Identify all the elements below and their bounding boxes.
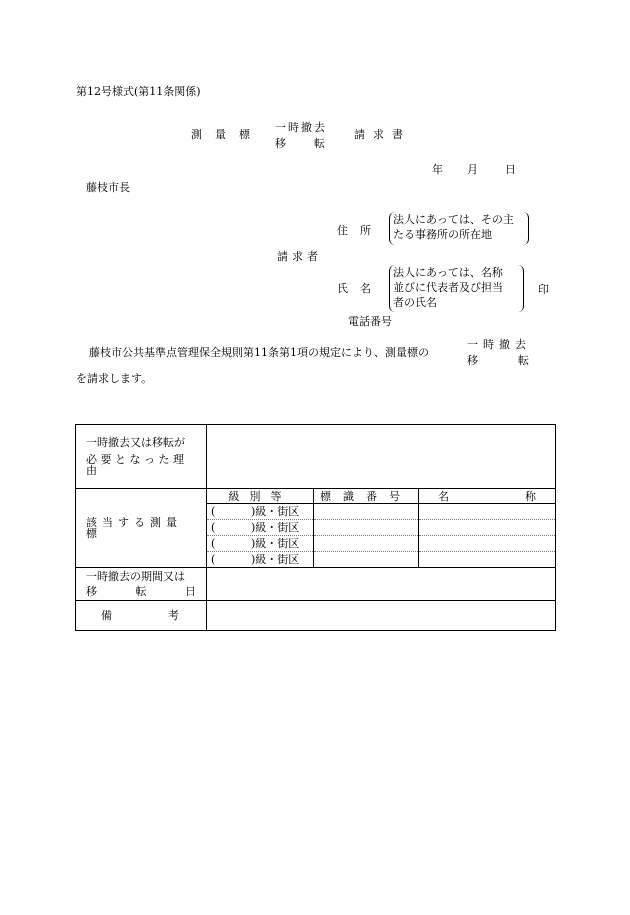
grade-field[interactable] [207, 520, 314, 536]
reason-label-line: 必要となった理由 [86, 453, 188, 477]
address-note-line: たる事務所の所在地 [393, 228, 492, 241]
remarks-label-right: 考 [168, 609, 179, 622]
survey-grid [207, 489, 556, 568]
grade-open-paren: ( [211, 505, 216, 518]
date-year: 年 [432, 163, 443, 176]
col-name-header [419, 489, 556, 504]
grade-open-paren: ( [211, 521, 216, 534]
grade-field[interactable] [207, 536, 314, 552]
request-table [75, 424, 556, 631]
body-text: 藤枝市公共基準点管理保全規則第11条第1項の規定により、測量標の [89, 346, 429, 359]
address-label: 住所 [337, 224, 383, 237]
name-field[interactable] [419, 504, 556, 520]
survey-item-row [207, 536, 555, 552]
body-ending: を請求します。 [76, 372, 153, 385]
applicant-label: 請求者 [277, 250, 322, 263]
reason-label [76, 425, 207, 489]
address-note-line: 法人にあっては、その主 [393, 213, 514, 226]
period-label-line: 一時撤去の期間又は [86, 570, 185, 583]
reason-label-line: 一時撤去又は移転が [86, 436, 185, 449]
remarks-row [76, 601, 556, 631]
grade-suffix: )級・街区 [251, 537, 300, 550]
grade-suffix: )級・街区 [251, 553, 300, 566]
col-mark-header: 標識番号 [314, 489, 419, 504]
period-label-left: 移 [86, 585, 97, 598]
mark-number-field[interactable] [314, 504, 419, 520]
remarks-field[interactable] [207, 601, 556, 631]
name-label: 氏名 [337, 282, 383, 295]
survey-header-row [207, 489, 555, 504]
period-label-mid: 転 [135, 585, 147, 598]
col-name-right: 称 [525, 489, 536, 503]
reason-row [76, 425, 556, 489]
form-number: 第12号様式(第11条関係) [76, 85, 201, 98]
period-label-line [86, 586, 196, 597]
survey-inner-table [207, 489, 555, 567]
period-row [76, 568, 556, 601]
mark-number-field[interactable] [314, 536, 419, 552]
mark-number-field[interactable] [314, 520, 419, 536]
name-field[interactable] [419, 520, 556, 536]
body-option-relocation: 移転 [467, 354, 569, 367]
mark-number-field[interactable] [314, 552, 419, 568]
col-grade-header: 級別等 [207, 489, 314, 504]
date-month: 月 [467, 163, 478, 176]
name-field[interactable] [419, 552, 556, 568]
grade-open-paren: ( [211, 553, 216, 566]
addressee: 藤枝市長 [86, 181, 130, 194]
survey-label [76, 489, 207, 568]
grade-suffix: )級・街区 [251, 505, 300, 518]
name-field[interactable] [419, 536, 556, 552]
seal-mark: 印 [538, 283, 549, 296]
title-option-removal: 一時撤去 [275, 121, 327, 134]
date-day: 日 [505, 163, 516, 176]
survey-row [76, 489, 556, 568]
title-option-relocation: 移転 [275, 137, 353, 150]
title-measure: 測量標 [191, 128, 263, 141]
remarks-label-left: 備 [101, 609, 112, 622]
survey-item-row [207, 504, 555, 520]
grade-field[interactable] [207, 552, 314, 568]
grade-field[interactable] [207, 504, 314, 520]
name-note [389, 265, 524, 312]
col-name-left: 名 [438, 489, 449, 503]
reason-field[interactable] [207, 425, 556, 489]
grade-suffix: )級・街区 [251, 521, 300, 534]
name-note-line: 並びに代表者及び担当 [393, 281, 503, 294]
name-note-line: 者の氏名 [393, 296, 437, 309]
period-field[interactable] [207, 568, 556, 601]
period-label-right: 日 [185, 585, 196, 598]
title-request: 請求書 [354, 128, 411, 141]
survey-item-row [207, 552, 555, 568]
name-note-line: 法人にあっては、名称 [393, 266, 503, 279]
survey-label-text: 該当する測量標 [86, 516, 182, 540]
remarks-label [76, 601, 207, 631]
phone-label: 電話番号 [348, 315, 392, 328]
period-label [76, 568, 207, 601]
address-note [389, 212, 529, 245]
body-option-removal: 一時撤去 [467, 338, 531, 351]
grade-open-paren: ( [211, 537, 216, 550]
survey-item-row [207, 520, 555, 536]
